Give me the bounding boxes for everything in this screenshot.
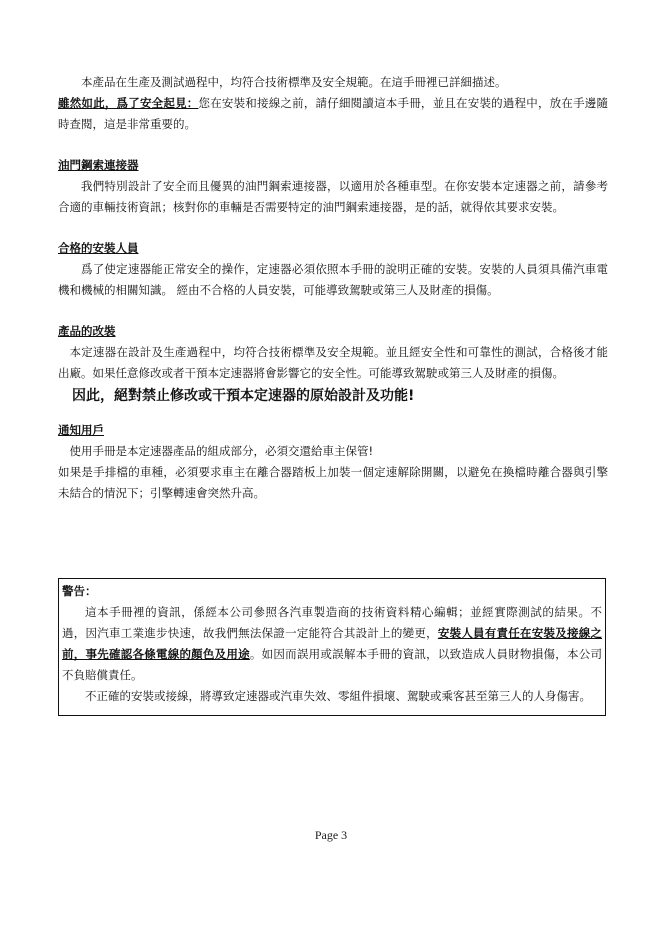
section-body: 爲了使定速器能正常安全的操作，定速器必須依照本手冊的說明正確的安裝。安裝的人員須具備汽車電機和機械的相關知識。 經由不合格的人員安裝，可能導致駕駛或第三人及財產的損傷。 — [58, 262, 608, 297]
intro-safety-paragraph — [58, 93, 608, 135]
warning-emphasis: 安裝人員有責任在安裝及接線之前，事先確認各條電線的顏色及用途 — [62, 626, 603, 661]
warning-text: 這本手冊裡的資訊，係經本公司參照各汽車製造商的技術資料精心編輯；並經實際測試的結果。不過，因汽車工業進步快速，故我們無法保證一定能符合其設計上的變更， — [62, 605, 602, 640]
section-body: 使用手冊是本定速器產品的組成部分，必須交還給車主保管! — [69, 444, 374, 458]
section-body: 本定速器在設計及生產過程中，均符合技術標準及安全規範。並且經安全性和可靠性的測試，合格後才能出廠。如果任意修改或者干預本定速器將會影響它的安全性。可能導致駕駛或第三人及財產的損傷。 — [58, 345, 608, 380]
intro-line: 本產品在生產及測試過程中，均符合技術標準及安全規範。在這手冊裡已詳細描述。 — [81, 75, 507, 89]
page-number: Page 3 — [314, 828, 348, 842]
warning-box — [58, 578, 606, 716]
section-heading: 油門鋼索連接器 — [58, 158, 139, 172]
section-body: 我們特別設計了安全而且優異的油門鋼索連接器，以適用於各種車型。在你安裝本定速器之前，請參考合適的車輛技術資訊；核對你的車輛是否需要特定的油門鋼索連接器，是的話，就得依其要求安裝。 — [58, 179, 608, 214]
warning-heading: 警告： — [62, 584, 97, 598]
document-body — [58, 72, 608, 504]
section-modification — [58, 321, 608, 408]
section-heading: 合格的安裝人員 — [58, 241, 139, 255]
warning-paragraph-2: 不正確的安裝或接線，將導致定速器或汽車失效、零組件損壞、駕駛或乘客甚至第三人的人身傷害。 — [85, 689, 591, 703]
section-heading: 通知用戶 — [58, 423, 104, 437]
intro-block — [58, 72, 608, 135]
prohibition-statement: 因此，絕對禁止修改或干預本定速器的原始設計及功能! — [72, 388, 415, 404]
safety-text: 您在安裝和接線之前，請仔細閱讀這本手冊，並且在安裝的過程中，放在手邊隨時查閱，這是非常重要的。 — [58, 96, 609, 131]
safety-lead: 雖然如此，爲了安全起見： — [58, 96, 199, 110]
section-body-manual-transmission: 如果是手排檔的車種，必須要求車主在離合器踏板上加裝一個定速解除開關，以避免在換檔時離合器與引擎未結合的情況下；引擎轉速會突然升高。 — [58, 465, 608, 500]
warning-paragraph — [62, 602, 602, 686]
section-user-notice — [58, 420, 608, 504]
warning-text-end: 。如因而誤用或誤解本手冊的資訊，以致造成人員財物損傷，本公司不負賠償責任。 — [62, 647, 603, 682]
section-heading: 產品的改裝 — [58, 324, 116, 338]
section-throttle-connector — [58, 155, 608, 218]
section-qualified-installer — [58, 238, 608, 301]
